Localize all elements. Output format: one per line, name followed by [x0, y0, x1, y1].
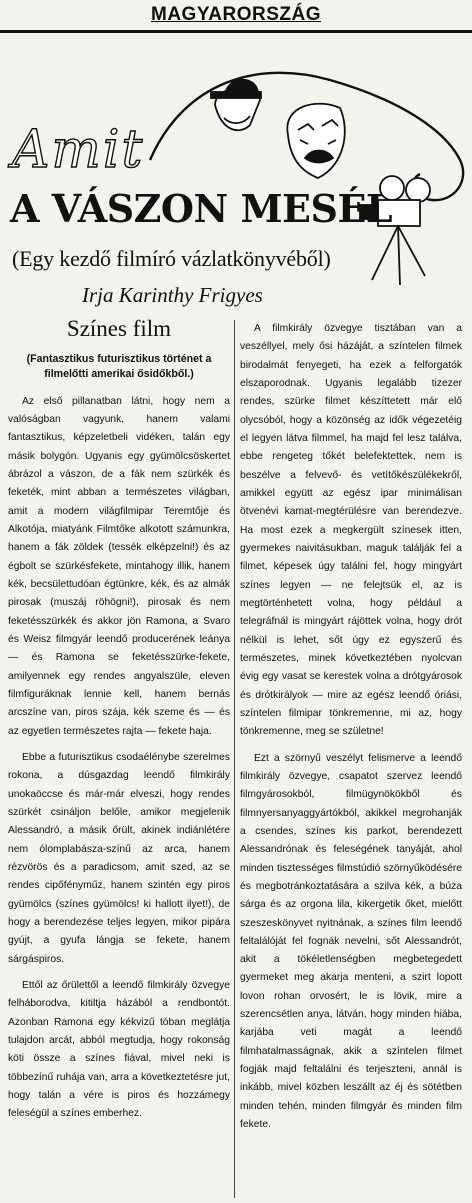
body-paragraph: Ettől az őrülettől a leendő filmkirály özvegye felháborodva, kitiltja házából a rendbontót. Azonban Ramona egy kékvizű tóban meglátja tulajdon arcát, abból megtudja, hogy rokonság köti össze a színes fiával, mivel neki is többezínű ruhája van, arra a következtetésre jut, hogy talán a vére is piros és hozzámegy feleségül a színes emberhez. — [8, 979, 230, 1120]
author-byline: Irja Karinthy Frigyes — [82, 283, 263, 307]
body-paragraph: A filmkirály özvegye tisztában van a veszéllyel, mely ősi házáját, a színtelen filmek birodalmát fenyegeti, ha ezek a felforgatók elszaporodnak. Ugyanis legalább tizezer rendes, szürke filmet készíttetett már elő olycsóból, hogy a közönség az idők végezetéig el legyen látva filmmel, ha majd fel lesz találva, ebbe rengeteg tőkét belefektettek, nem is beszélve a felvevő- és vetítőkészülékekről, amikkel együtt az egész ipar minimálisan ötvenévi kamat-megtérülésre van berendezve. Ha most ezek a megkergült színesek itten, gyermekes naivitásukban, maguk találják fel a filmet, képesek úgy találni fel, hogy mingyárt színes legyen — ne felejtsük el, az is megtörténhetett volna, hogy például a telegráfnál is mingyárt rájöttek volna, hogy drót nélkül is lehet, sőt úgy ez egyszerű és természetes, minek következtében nyolcvan évig egy vasat se kerestek volna a drótgyárosok és drótkirályok — mire az egész leendő óriási, színtelen filmipar tönkremenne, mi az, hogy tönkremenne, meg se születne! — [240, 323, 462, 738]
body-paragraph: Ebbe a futurisztikus csodaélénybe szerelmes rokona, a dúsgazdag leendő filmkirály unokaöccse és már-már elveszi, hogy rendes szürkét csináljon belőle, amikor megjelenik Alessandró, a másik őrült, akinek indiánlétére nem ólomplabásza-színű az arca, hanem rézvörös és a paradicsom, amit szed, az se rendes cipőfényműz, hanem szintén egy piros gyümölcs (színes gyümölcs! ki hallott ilyet!), de hogy a berendezése teljes legyen, mikor pipára gyújt, a gyufa lángja se fekete, hanem sárgáspiros. — [8, 751, 230, 965]
page-subtitle: (Egy kezdő filmíró vázlatkönyvéből) — [12, 246, 331, 271]
masthead-rule — [0, 30, 472, 33]
article-column-left — [8, 312, 230, 1132]
section-title: Színes film — [66, 316, 172, 341]
lead-paragraph: (Fantasztikus futurisztikus történet a filmelőtti amerikai ősidőkből.) — [26, 353, 212, 381]
tragedy-mask-icon — [287, 104, 344, 178]
page-title: A VÁSZON MESÉL — [10, 186, 393, 231]
masthead — [0, 0, 472, 44]
script-title: Amit — [12, 120, 145, 180]
newspaper-name: MAGYARORSZÁG — [151, 4, 321, 25]
body-paragraph: Ezt a szörnyű veszélyt felismerve a leendő filmkirály özvegye, csapatot szervez leendő filmgyárosokból, filmügynökökből és filmnyersanyaggyártókból, akikkel megrohanják a csendes, színes kis parkot, berendezett Alessandrónak és feleségének tanyáját, ahol minden tisztességes filmstúdió szörnyűködésére és megbotránkoztatására a szilva kék, a búza sárga és az orgona lila, kikergetik őket, mielőtt szeszeskönyvet nyitnának, a színes film leendő feltalálóját fel fognák nevelni, sőt Alessandrót, akit a tökéletlenségben megbetegedett gyermeket meg akarja menteni, a szirt lopott lovon rohan orvosért, le is lövik, mire a szerencsétlen anya, látván, hogy minden hiába, karjába veti magát a leendő filmhatalmasságnak, akik a színtelen filmet fogják majd feltalálni és terjeszteni, annál is inkább, mivel közben leszállt az éj és sötétben minden tehén, minden filmgyár és minden film fekete. — [240, 752, 462, 1131]
body-paragraph: Az első pillanatban látni, hogy nem a valóságban vagyunk, hanem valami fantasztikus, képzeletbeli vidéken, talán egy másik bolygón. Ugyanis egy gyümölcsöskertet ábrázol a vászon, de a fák nem szürkék és feketék, mint abban a természetes világban, amit a modern világfilmipar Teremtője és Alkotója, miatyánk Filmtőke alkotott számunkra, hanem a fák zöldek (tessék elképzelni!) és az égbolt se szürkésfekete, mintahogy illik, hanem kék, becsülettudóan égtünkre, kék, és az almák pirosak (muszáj röhögni!), pirosak és nem feketésszürkék és akkor jön Ramona, a Svaro és Weisz filmgyár leendő producerének leánya — és Ramona se feketésszürke-fekete, amilyennek egy rendes angyalszüle, eleven filmfiguráknak lennie kell, hanem bernás arcszíne van, piros szája, kék szeme és — és az egyetlen természetes rajta — fekete haja. — [8, 395, 230, 737]
column-divider — [234, 320, 235, 1198]
article-column-right — [240, 320, 462, 1142]
